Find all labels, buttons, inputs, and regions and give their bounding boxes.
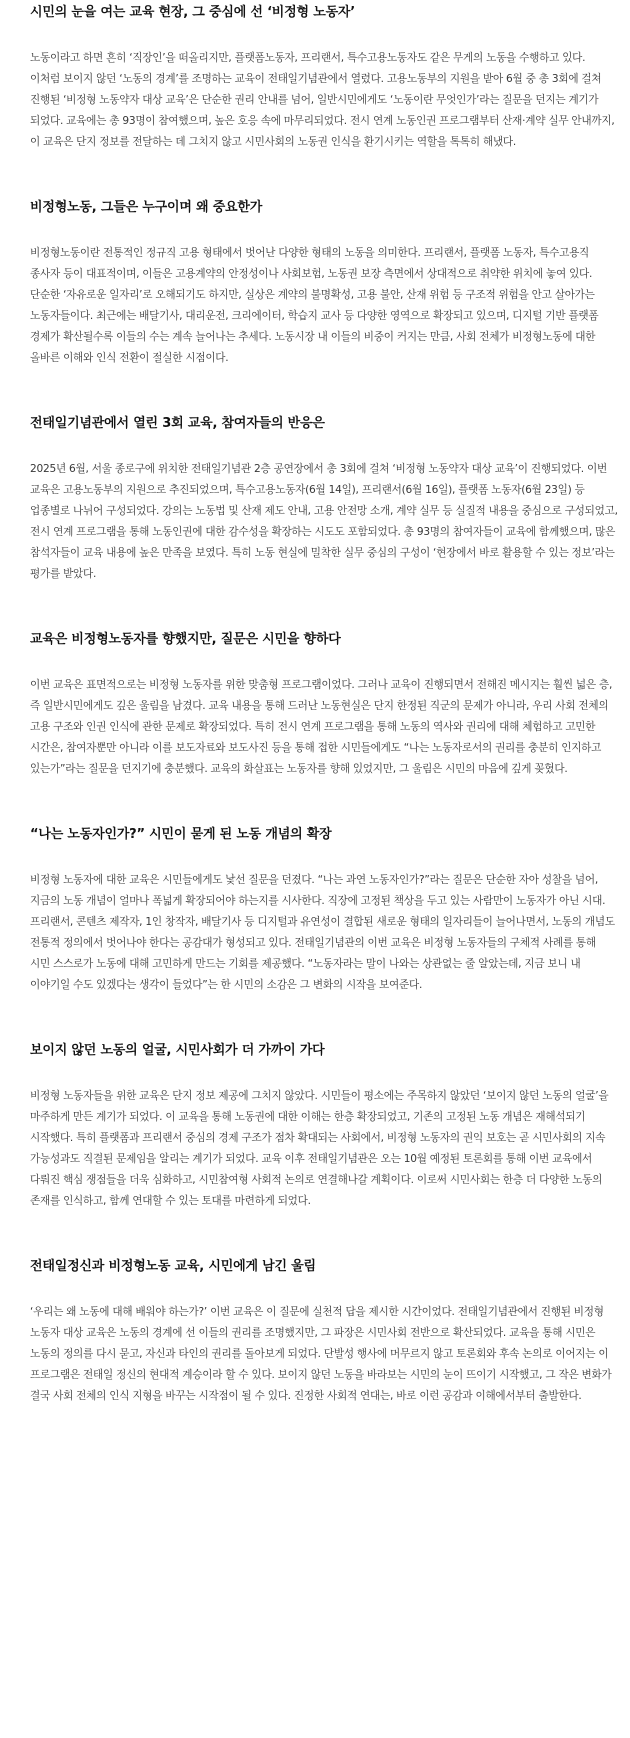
section-paragraph: 2025년 6월, 서울 종로구에 위치한 전태일기념관 2층 공연장에서 총 3회에 걸쳐 ‘비정형 노동약자 대상 교육’이 진행되었다. 이번 교육은 고용노동부의 지원으로 추진되었으며, 특수고용노동자(6월 14일), 프리랜서(6월 16일), 플랫폼 노동자(6월 23일) 등 업종별로 나뉘어 구성되었다. 강의는 노동법 및 산재 제도 안내, 고용 안전망 소개, 계약 실무 등 실질적 내용을 중심으로 구성되었고, 전시 연계 프로그램을 통해 노동인권에 대한 감수성을 확장하는 시도도 포함되었다. 총 93명의 참여자들이 교육에 함께했으며, 많은 참석자들이 교육 내용에 높은 만족을 보였다. 특히 노동 현실에 밀착한 실무 중심의 구성이 ‘현장에서 바로 활용할 수 있는 정보’라는 평가를 받았다. (30, 463, 618, 580)
section-spacer (30, 153, 618, 199)
section-paragraph: 이번 교육은 표면적으로는 비정형 노동자를 위한 맞춤형 프로그램이었다. 그러나 교육이 진행되면서 전해진 메시지는 훨씬 넓은 층, 즉 일반시민에게도 깊은 울림을 남겼다. 교육 내용을 통해 드러난 노동현실은 단지 한정된 직군의 문제가 아니라, 우리 사회 전체의 고용 구조와 인권 인식에 관한 문제로 확장되었다. 특히 전시 연계 프로그램을 통해 노동의 역사와 권리에 대해 체험하고 고민한 시간은, 참여자뿐만 아니라 이를 보도자료와 보도사진 등을 통해 접한 시민들에게도 “나는 노동자로서의 권리를 충분히 인지하고 있는가”라는 질문을 던지기에 충분했다. 교육의 화살표는 노동자를 향해 있었지만, 그 울림은 시민의 마음에 깊게 꽂혔다. (30, 679, 613, 775)
section-paragraph: 비정형 노동자에 대한 교육은 시민들에게도 낯선 질문을 던졌다. “나는 과연 노동자인가?”라는 질문은 단순한 자아 성찰을 넘어, 지금의 노동 개념이 얼마나 폭넓게 확장되어야 하는지를 시사한다. 직장에 고정된 책상을 두고 있는 사람만이 노동자가 아닌 시대. 프리랜서, 콘텐츠 제작자, 1인 창작자, 배달기사 등 디지털과 유연성이 결합된 새로운 형태의 일자리들이 늘어나면서, 노동의 개념도 전통적 정의에서 벗어나야 한다는 공감대가 형성되고 있다. 전태일기념관의 이번 교육은 비정형 노동자들의 구체적 사례를 통해 시민 스스로가 노동에 대해 고민하게 만드는 기회를 제공했다. “노동자라는 말이 나와는 상관없는 줄 알았는데, 지금 보니 내 이야기일 수도 있겠다는 생각이 들었다”는 한 시민의 소감은 그 변화의 시작을 보여준다. (30, 874, 615, 991)
section-paragraph: 노동이라고 하면 흔히 ‘직장인’을 떠올리지만, 플랫폼노동자, 프리랜서, 특수고용노동자도 같은 무게의 노동을 수행하고 있다. 이처럼 보이지 않던 ‘노동의 경계’를 조명하는 교육이 전태일기념관에서 열렸다. 고용노동부의 지원을 받아 6월 중 총 3회에 걸쳐 진행된 ‘비정형 노동약자 대상 교육’은 단순한 권리 안내를 넘어, 일반시민에게도 ‘노동이란 무엇인가’라는 질문을 던지는 계기가 되었다. 교육에는 총 93명이 참여했으며, 높은 호응 속에 마무리되었다. 전시 연계 노동인권 프로그램부터 산재·계약 실무 안내까지, 이 교육은 단지 정보를 전달하는 데 그치지 않고 시민사회의 노동권 인식을 환기시키는 역할을 톡톡히 해냈다. (30, 52, 615, 148)
section-spacer (30, 780, 618, 826)
section-paragraph: 비정형 노동자들을 위한 교육은 단지 정보 제공에 그치지 않았다. 시민들이 평소에는 주목하지 않았던 ‘보이지 않던 노동의 얼굴’을 마주하게 만든 계기가 되었다. 이 교육을 통해 노동권에 대한 이해는 한층 확장되었고, 기존의 고정된 노동 개념은 재해석되기 시작했다. 특히 플랫폼과 프리랜서 중심의 경제 구조가 점차 확대되는 사회에서, 비정형 노동자의 권익 보호는 곧 시민사회의 지속 가능성과도 직결된 문제임을 알리는 계기가 되었다. 교육 이후 전태일기념관은 오는 10월 예정된 토론회를 통해 이번 교육에서 다뤄진 핵심 쟁점들을 더욱 심화하고, 시민참여형 사회적 논의로 연결해나갈 계획이다. 이로써 시민사회는 한층 더 다양한 노동의 존재를 인식하고, 함께 연대할 수 있는 토대를 마련하게 되었다. (30, 1090, 609, 1207)
section-paragraph: ‘우리는 왜 노동에 대해 배워야 하는가?’ 이번 교육은 이 질문에 실천적 답을 제시한 시간이었다. 전태일기념관에서 진행된 비정형 노동자 대상 교육은 노동의 경계에 선 이들의 권리를 조명했지만, 그 파장은 시민사회 전반으로 확산되었다. 교육을 통해 시민은 노동의 정의를 다시 묻고, 자신과 타인의 권리를 돌아보게 되었다. 단발성 행사에 머무르지 않고 토론회와 후속 논의로 이어지는 이 프로그램은 전태일 정신의 현대적 계승이라 할 수 있다. 보이지 않던 노동을 바라보는 시민의 눈이 뜨이기 시작했고, 그 작은 변화가 결국 사회 전체의 인식 지형을 바꾸는 시작점이 될 수 있다. 진정한 사회적 연대는, 바로 이런 공감과 이해에서부터 출발한다. (30, 1306, 612, 1402)
section-heading: 전태일기념관에서 열린 3회 교육, 참여자들의 반응은 (30, 416, 325, 431)
section-heading: 시민의 눈을 여는 교육 현장, 그 중심에 선 ‘비정형 노동자’ (30, 5, 356, 20)
section-spacer (30, 996, 618, 1042)
section-2 (30, 199, 618, 369)
section-3 (30, 415, 618, 585)
section-4 (30, 631, 618, 780)
section-5 (30, 826, 618, 996)
section-spacer (30, 585, 618, 631)
section-7 (30, 1258, 618, 1407)
section-heading: 비정형노동, 그들은 누구이며 왜 중요한가 (30, 200, 263, 215)
section-paragraph: 비정형노동이란 전통적인 정규직 고용 형태에서 벗어난 다양한 형태의 노동을 의미한다. 프리랜서, 플랫폼 노동자, 특수고용직 종사자 등이 대표적이며, 이들은 고용계약의 안정성이나 사회보험, 노동권 보장 측면에서 상대적으로 취약한 위치에 놓여 있다. 단순한 ‘자유로운 일자리’로 오해되기도 하지만, 실상은 계약의 불명확성, 고용 불안, 산재 위험 등 구조적 위험을 안고 살아가는 노동자들이다. 최근에는 배달기사, 대리운전, 크리에이터, 학습지 교사 등 다양한 영역으로 확장되고 있으며, 디지털 기반 플랫폼 경제가 확산될수록 이들의 수는 계속 늘어나는 추세다. 노동시장 내 이들의 비중이 커지는 만큼, 사회 전체가 비정형노동에 대한 올바른 이해와 인식 전환이 절실한 시점이다. (30, 247, 599, 364)
section-heading: 보이지 않던 노동의 얼굴, 시민사회가 더 가까이 가다 (30, 1043, 325, 1058)
section-6 (30, 1042, 618, 1212)
section-spacer (30, 1212, 618, 1258)
section-heading: 교육은 비정형노동자를 향했지만, 질문은 시민을 향하다 (30, 632, 341, 647)
section-heading: 전태일정신과 비정형노동 교육, 시민에게 남긴 울림 (30, 1259, 316, 1274)
section-spacer (30, 369, 618, 415)
section-1 (30, 4, 618, 153)
section-heading: “나는 노동자인가?” 시민이 묻게 된 노동 개념의 확장 (30, 827, 332, 842)
